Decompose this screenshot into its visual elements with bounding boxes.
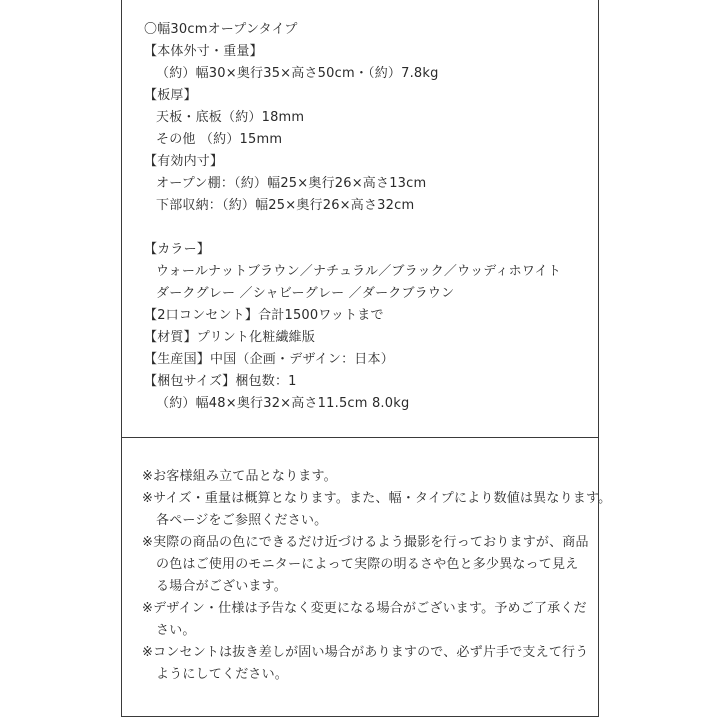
spec-material: 【材質】プリント化粧繊維版 <box>144 330 316 345</box>
spec-value-colors-2: ダークグレー ／シャビーグレー ／ダークブラウン <box>156 286 455 301</box>
spec-value-other-board: その他 （約）15mm <box>156 132 283 147</box>
spec-package-size-heading: 【梱包サイズ】梱包数：1 <box>144 374 297 389</box>
note-design-change-2: さい。 <box>156 623 196 638</box>
spec-package-size-value: （約）幅48×奥行32×高さ11.5cm 8.0kg <box>156 396 410 411</box>
note-design-change-1: ※デザイン・仕様は予告なく変更になる場合がございます。予めご了承くだ <box>142 601 587 616</box>
spec-heading-inner-dimensions: 【有効内寸】 <box>144 154 224 169</box>
spec-frame <box>121 0 612 717</box>
spec-country-of-origin: 【生産国】中国（企画・デザイン：日本） <box>144 352 394 367</box>
note-color-1: ※実際の商品の色にできるだけ近づけるよう撮影を行っておりますが、商品 <box>142 535 589 550</box>
note-outlet-1: ※コンセントは抜き差しが固い場合がありますので、必ず片手で支えて行う <box>142 645 589 660</box>
spec-heading-color: 【カラー】 <box>144 242 211 257</box>
spec-value-open-shelf: オープン棚：（約）幅25×奥行26×高さ13cm <box>156 176 427 191</box>
spec-outlet: 【2口コンセント】合計1500ワットまで <box>144 308 384 323</box>
spec-value-lower-storage: 下部収納：（約）幅25×奥行26×高さ32cm <box>156 198 415 213</box>
spec-value-colors-1: ウォールナットブラウン／ナチュラル／ブラック／ウッディホワイト <box>156 264 562 279</box>
spec-heading-open-type: 〇幅30cmオープンタイプ <box>144 22 298 37</box>
note-size-weight-2: 各ページをご参照ください。 <box>156 513 328 528</box>
note-color-2: の色はご使用のモニターによって実際の明るさや色と多少異なって見え <box>156 557 579 572</box>
note-assembly: ※お客様組み立て品となります。 <box>142 469 337 484</box>
spec-heading-outer-dimensions: 【本体外寸・重量】 <box>144 44 263 59</box>
note-outlet-2: ようにしてください。 <box>156 667 289 682</box>
note-size-weight-1: ※サイズ・重量は概算となります。また、幅・タイプにより数値は異なります。 <box>142 491 612 506</box>
spec-value-outer-dimensions: （約）幅30×奥行35×高さ50cm・（約）7.8kg <box>156 66 439 81</box>
spec-value-top-bottom-board: 天板・底板（約）18mm <box>156 110 305 125</box>
spec-heading-board-thickness: 【板厚】 <box>144 88 197 103</box>
section-divider <box>122 437 598 438</box>
note-color-3: る場合がございます。 <box>156 579 287 594</box>
